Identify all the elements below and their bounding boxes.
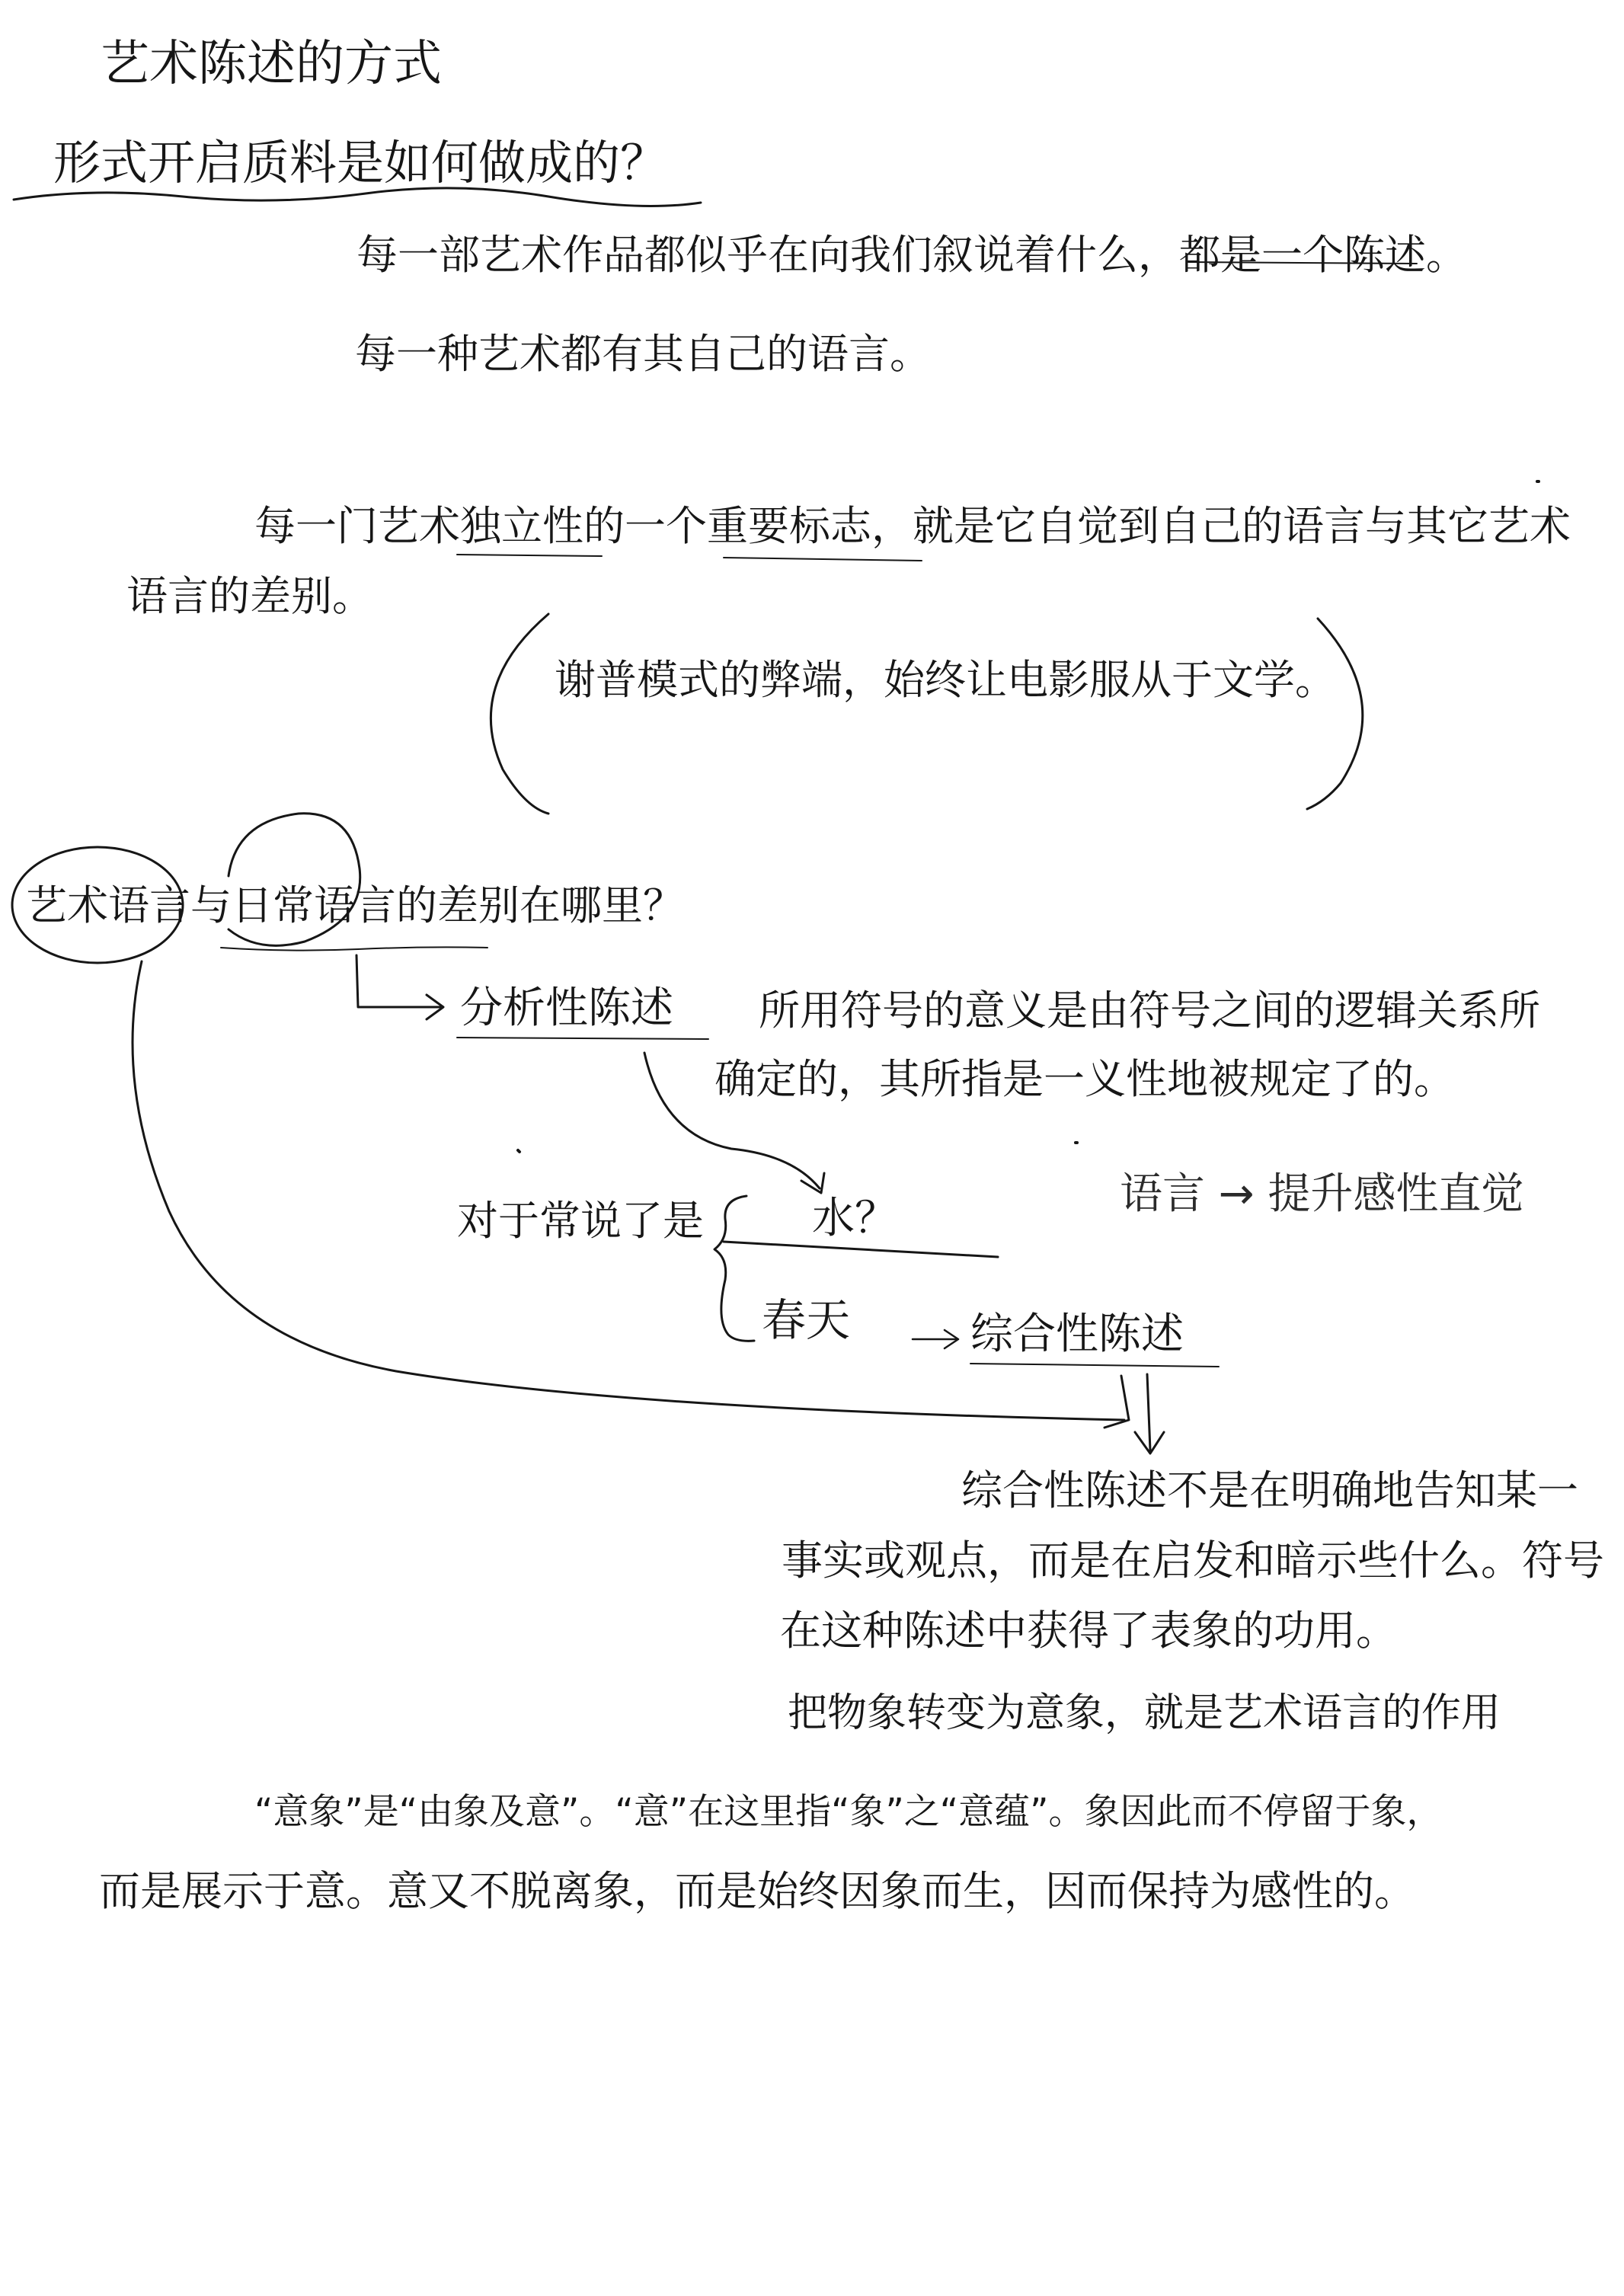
analytic-underline (457, 1038, 708, 1039)
arrow-to-analytic (356, 955, 440, 1007)
question-art-vs-daily-language: 艺术语言与日常语言的差别在哪里？ (26, 881, 684, 929)
synthetic-statement-desc-1: 综合性陈述不是在明确地告知某一 (961, 1466, 1578, 1514)
arrow-analytic-to-water-head (801, 1173, 824, 1193)
left-parenthesis (491, 614, 548, 814)
analytic-statement-label: 分析性陈述 (460, 983, 673, 1033)
contrast-side-note: 语言 → 提升感性直觉 (1120, 1169, 1524, 1219)
synthetic-underline (970, 1364, 1219, 1367)
paragraph-independence-line-1: 每一门艺术独立性的一个重要标志，就是它自觉到自己的语言与其它艺术 (254, 502, 1571, 550)
synthetic-statement-desc-2: 事实或观点，而是在启发和暗示些什么。符号 (782, 1537, 1604, 1584)
synthetic-statement-label: 综合性陈述 (970, 1309, 1184, 1359)
closing-paragraph-line-2: 而是展示于意。意又不脱离象，而是始终因象而生，因而保持为感性的。 (99, 1867, 1415, 1915)
synthetic-statement-desc-4: 把物象转变为意象，就是艺术语言的作用 (788, 1690, 1501, 1736)
page-title: 艺术陈述的方式 (101, 36, 442, 92)
contrast-word-water: 水？ (812, 1194, 897, 1243)
analytic-statement-desc-2: 确定的，其所指是一义性地被规定了的。 (714, 1055, 1455, 1103)
arrow-synthetic-down (1147, 1374, 1150, 1450)
question2-underline (221, 947, 488, 950)
statement-every-artwork: 每一部艺术作品都似乎在向我们叙说着什么，都是一个陈述。 (356, 231, 1467, 279)
bracket-note-shepherd-model: 谢普模式的弊端，始终让电影服从于文学。 (555, 656, 1336, 704)
pen-dot (518, 1150, 519, 1152)
question-form-and-material: 形式开启质料是如何做成的？ (53, 135, 668, 190)
right-parenthesis (1307, 619, 1363, 809)
para1-underline-2 (724, 558, 922, 561)
closing-paragraph-line-1: “意象”是“由象及意”。“意”在这里指“象”之“意蕴”。象因此而不停留于象， (254, 1791, 1443, 1833)
question1-underline (14, 188, 701, 206)
para1-underline-1 (457, 555, 602, 556)
paragraph-independence-line-2: 语言的差别。 (126, 572, 373, 620)
brace (714, 1196, 754, 1341)
synthetic-statement-desc-3: 在这种陈述中获得了表象的功用。 (780, 1607, 1397, 1655)
statement-every-art-language: 每一种艺术都有其自己的语言。 (355, 330, 931, 378)
analytic-statement-desc-1: 所用符号的意义是由符号之间的逻辑关系所 (759, 987, 1540, 1034)
contrast-word-spring: 春天 (762, 1294, 851, 1346)
water-line (724, 1242, 998, 1257)
contrast-lead-text: 对于常说了是 (457, 1197, 704, 1245)
